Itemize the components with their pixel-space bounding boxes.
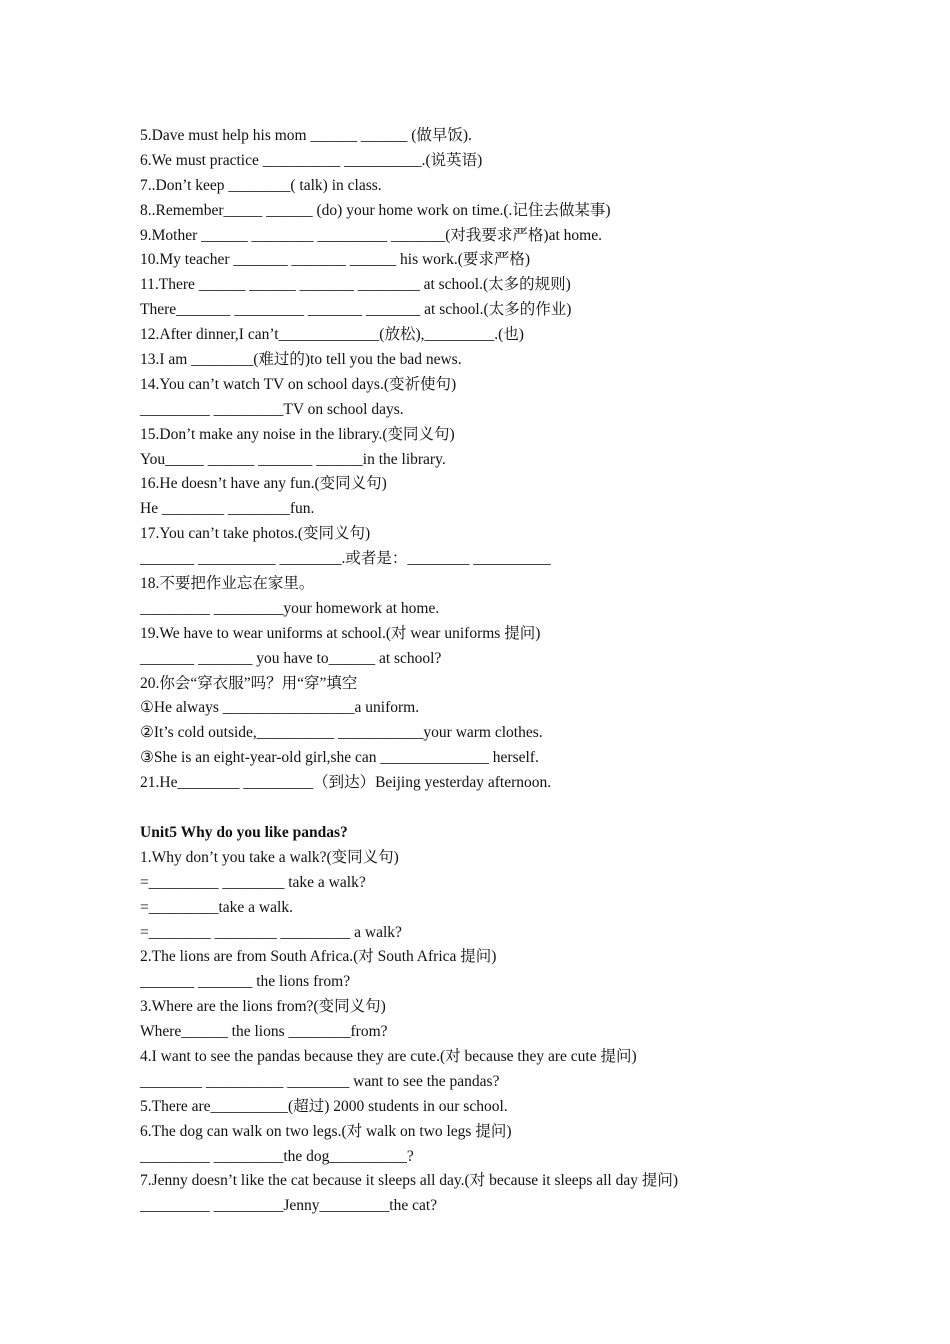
- exercise-line: You_____ ______ _______ ______in the library.: [140, 450, 446, 468]
- exercise-line: 18.不要把作业忘在家里。: [140, 575, 315, 593]
- exercise-line: 7.Jenny doesn’t like the cat because it sleeps all day.(对 because it sleeps all day 提问): [140, 1172, 679, 1190]
- exercise-line: 1.Why don’t you take a walk?(变同义句): [140, 848, 399, 866]
- exercise-line: 3.Where are the lions from?(变同义句): [140, 998, 386, 1016]
- exercise-line: _______ _______ you have to______ at school?: [140, 649, 442, 667]
- exercise-line: ②It’s cold outside,__________ ___________your warm clothes.: [140, 724, 543, 742]
- exercise-line: _________ _________Jenny_________the cat?: [140, 1197, 438, 1215]
- exercise-line: Where______ the lions ________from?: [140, 1023, 388, 1041]
- exercise-line: 11.There ______ ______ _______ ________ at school.(太多的规则): [140, 276, 571, 294]
- exercise-line: 5.Dave must help his mom ______ ______ (做早饭).: [140, 127, 472, 144]
- exercise-line: 19.We have to wear uniforms at school.(对 wear uniforms 提问): [140, 624, 541, 642]
- exercise-line: 6.The dog can walk on two legs.(对 walk on two legs 提问): [140, 1122, 512, 1140]
- exercise-line: 7..Don’t keep ________( talk) in class.: [140, 176, 382, 194]
- exercise-line: 17.You can’t take photos.(变同义句): [140, 525, 371, 543]
- spacer: [140, 796, 840, 821]
- exercise-line: 5.There are__________(超过) 2000 students in our school.: [140, 1097, 508, 1115]
- exercise-line: He ________ ________fun.: [140, 500, 315, 518]
- exercise-line: 6.We must practice __________ __________.(说英语): [140, 151, 483, 169]
- exercise-line: 20.你会“穿衣服”吗？用“穿”填空: [140, 674, 358, 692]
- exercise-line: 8..Remember_____ ______ (do) your home work on time.(.记住去做某事): [140, 201, 611, 219]
- exercise-line: ③She is an eight-year-old girl,she can ______________ herself.: [140, 749, 539, 767]
- exercise-line: 12.After dinner,I can’t_____________(放松),_________.(也): [140, 326, 524, 344]
- exercise-line: ________ __________ ________ want to see the pandas?: [140, 1072, 500, 1090]
- exercise-line: _______ _______ the lions from?: [140, 973, 351, 991]
- exercise-line: 14.You can’t watch TV on school days.(变祈使句): [140, 375, 457, 393]
- exercise-line: 4.I want to see the pandas because they are cute.(对 because they are cute 提问): [140, 1047, 637, 1065]
- exercise-line: _________ _________TV on school days.: [140, 400, 404, 418]
- exercise-line: 9.Mother ______ ________ _________ _______(对我要求严格)at home.: [140, 226, 602, 244]
- exercise-line: =________ ________ _________ a walk?: [140, 923, 402, 941]
- exercise-line: There_______ _________ _______ _______ at school.(太多的作业): [140, 301, 572, 319]
- exercise-section-unit4: [140, 124, 840, 796]
- exercise-line: _________ _________the dog__________?: [140, 1147, 414, 1165]
- exercise-line: 10.My teacher _______ _______ ______ his work.(要求严格): [140, 251, 531, 269]
- exercise-section-unit5: [140, 846, 840, 1219]
- worksheet-page: [140, 124, 840, 1219]
- unit5-heading: Unit5 Why do you like pandas?: [140, 823, 348, 841]
- exercise-line: 21.He________ _________（到达）Beijing yesterday afternoon.: [140, 774, 552, 792]
- exercise-line: ①He always _________________a uniform.: [140, 699, 420, 717]
- exercise-line: 13.I am ________(难过的)to tell you the bad news.: [140, 351, 462, 369]
- exercise-line: _______ __________ ________.或者是：________ __________: [140, 550, 551, 568]
- exercise-line: =_________take a walk.: [140, 898, 293, 916]
- exercise-line: =_________ ________ take a walk?: [140, 873, 366, 891]
- exercise-line: 2.The lions are from South Africa.(对 South Africa 提问): [140, 948, 497, 966]
- exercise-line: 16.He doesn’t have any fun.(变同义句): [140, 475, 387, 493]
- exercise-line: 15.Don’t make any noise in the library.(变同义句): [140, 425, 455, 443]
- exercise-line: _________ _________your homework at home.: [140, 599, 440, 617]
